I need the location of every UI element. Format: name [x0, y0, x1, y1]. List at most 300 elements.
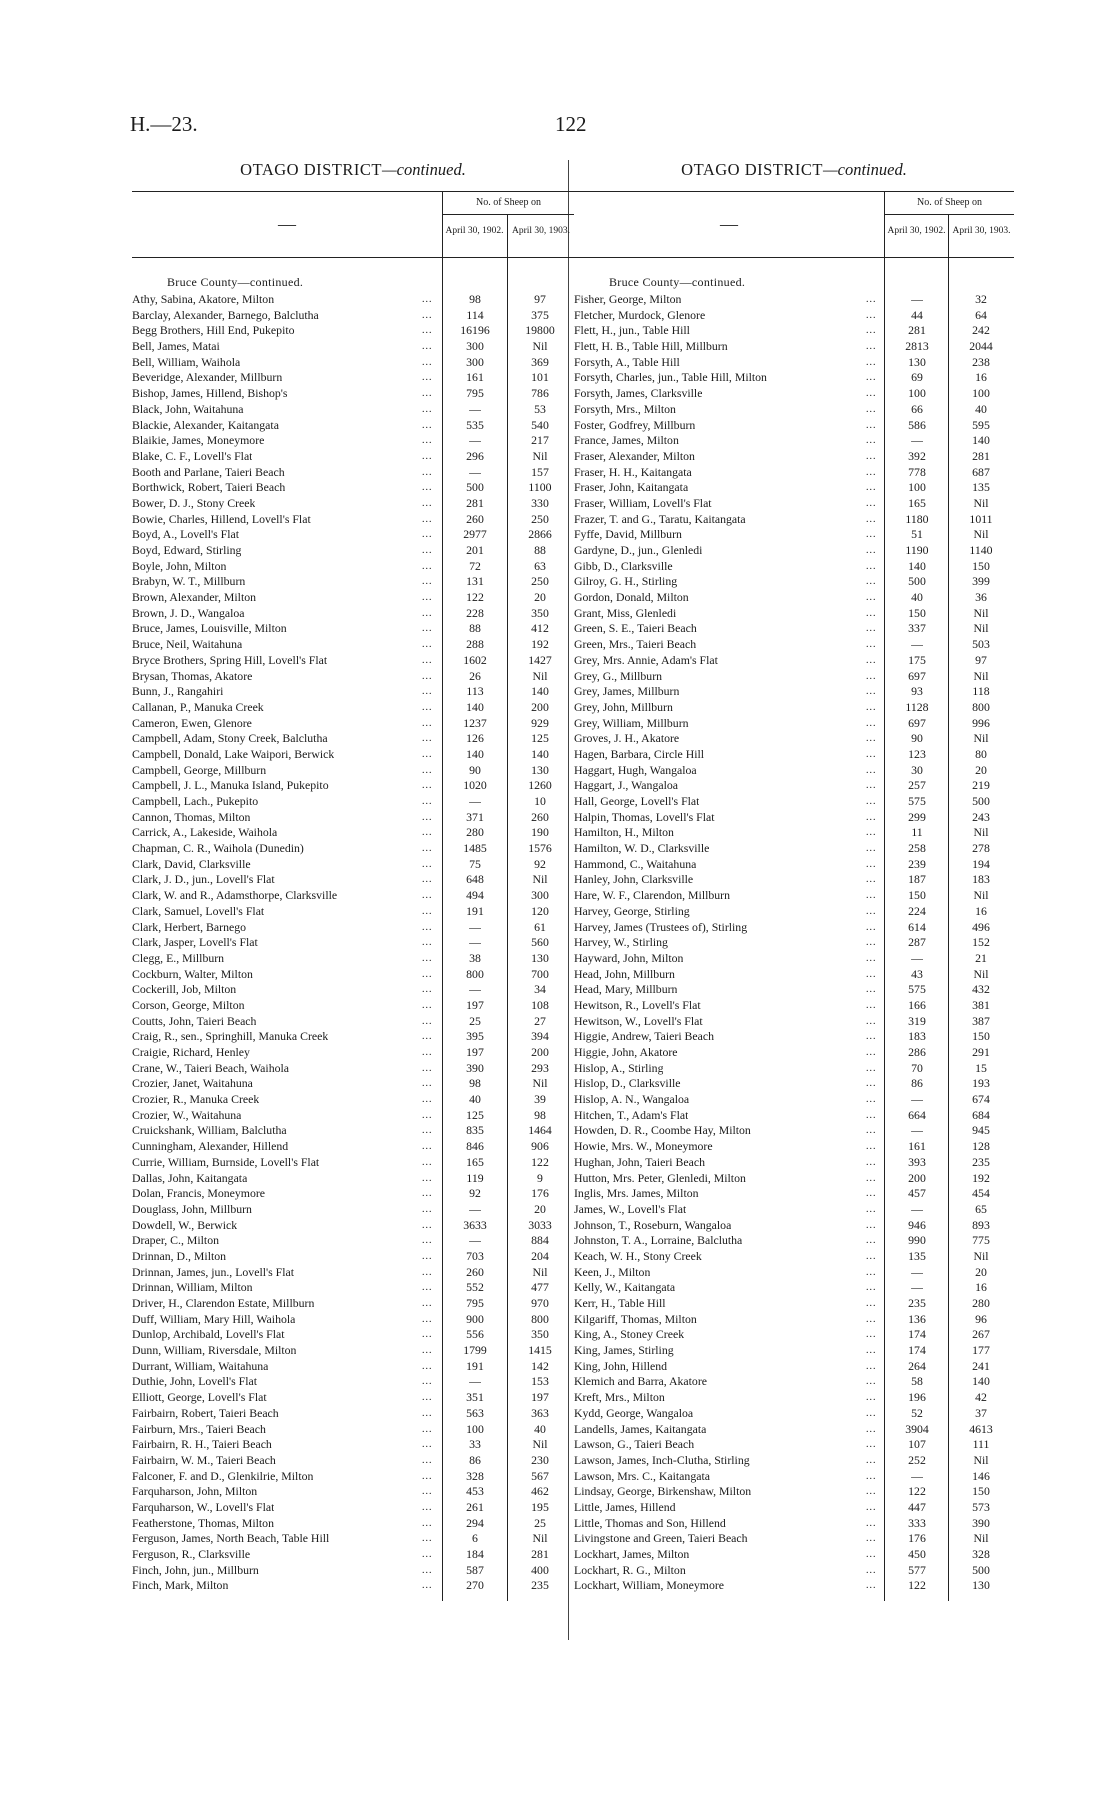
holder-name: Drinnan, William, Milton	[132, 1280, 253, 1295]
holder-name: Hewitson, R., Lovell's Flat	[574, 997, 701, 1012]
leader-dots: ...	[866, 1439, 877, 1451]
leader-dots: ...	[866, 937, 877, 949]
holder-name: King, A., Stoney Creek	[574, 1327, 685, 1342]
leader-dots: ...	[866, 1235, 877, 1247]
sheep-1903: 1260	[528, 778, 552, 793]
sheep-1902: 175	[908, 652, 926, 667]
holder-name: Hagen, Barbara, Circle Hill	[574, 746, 705, 761]
leader-dots: ...	[866, 701, 877, 713]
sheep-1902: 38	[469, 950, 481, 965]
leader-dots: ...	[422, 780, 433, 792]
leader-dots: ...	[422, 1219, 433, 1231]
sheep-1902: 16196	[460, 323, 490, 338]
sheep-1903: 101	[531, 370, 549, 385]
sheep-1903: 280	[972, 1296, 990, 1310]
column-rule	[884, 256, 885, 1601]
leader-dots: ...	[866, 1047, 877, 1058]
holder-name: Crozier, R., Manuka Creek	[132, 1092, 260, 1107]
sheep-1902: 33	[469, 1437, 481, 1452]
holder-name: Livingstone and Green, Taieri Beach	[574, 1531, 748, 1546]
leader-dots: ...	[422, 294, 433, 305]
holder-name: Cunningham, Alexander, Hillend	[132, 1139, 289, 1154]
leader-dots: ...	[866, 1486, 877, 1498]
sheep-1903: 150	[972, 558, 990, 573]
holder-name: Johnson, T., Roseburn, Wangaloa	[574, 1217, 732, 1232]
holder-name: Halpin, Thomas, Lovell's Flat	[574, 809, 715, 824]
holder-name: Campbell, Donald, Lake Waipori, Berwick	[132, 746, 335, 761]
holder-name: Bunn, J., Rangahiri	[132, 684, 224, 699]
sheep-1903: 192	[531, 637, 549, 652]
leader-dots: ...	[422, 1141, 433, 1153]
sheep-1903: 387	[972, 1013, 990, 1028]
sheep-1902: 125	[466, 1107, 484, 1122]
sheep-1903: 375	[531, 307, 549, 322]
holder-name: Elliott, George, Lovell's Flat	[132, 1390, 267, 1405]
sheep-1902: 69	[911, 370, 923, 385]
leader-dots: ...	[422, 1062, 433, 1074]
holder-name: Lockhart, William, Moneymore	[574, 1578, 725, 1593]
sheep-1902: 86	[469, 1452, 481, 1467]
leader-dots: ...	[866, 403, 877, 415]
sheep-1903: 10	[534, 794, 546, 808]
leader-dots: ...	[422, 466, 433, 478]
leader-dots: ...	[866, 811, 877, 823]
left-column-title	[132, 160, 574, 180]
leader-dots: ...	[866, 388, 877, 400]
leader-dots: ...	[866, 1172, 877, 1184]
holder-name: Head, John, Millburn	[574, 966, 675, 981]
leader-dots: ...	[422, 717, 433, 729]
sheep-1902: 575	[908, 982, 926, 997]
sheep-1902: 98	[469, 1076, 481, 1091]
sheep-1903: 40	[975, 401, 987, 416]
holder-name: Corson, George, Milton	[132, 997, 245, 1012]
sheep-1902: —	[469, 935, 481, 950]
holder-name: Barclay, Alexander, Barnego, Balclutha	[132, 307, 319, 322]
leader-dots: ...	[422, 529, 433, 541]
holder-name: Drinnan, D., Milton	[132, 1248, 227, 1263]
holder-name: Hislop, A., Stirling	[574, 1060, 664, 1075]
holder-name: Boyd, Edward, Stirling	[132, 543, 242, 557]
sheep-1903: Nil	[973, 621, 989, 636]
leader-dots: ...	[866, 1062, 877, 1074]
title-main: OTAGO DISTRICT	[681, 160, 823, 179]
sheep-1902: 26	[469, 668, 481, 683]
sheep-1902: 371	[466, 809, 484, 824]
sheep-1903: Nil	[973, 888, 989, 903]
leader-dots: ...	[866, 1470, 877, 1482]
holder-name: Higgie, Andrew, Taieri Beach	[574, 1029, 715, 1044]
sheep-1903: 250	[531, 574, 549, 589]
sheep-1902: —	[911, 950, 923, 965]
sheep-1903: 250	[531, 511, 549, 526]
sheep-1902: 122	[908, 1578, 926, 1593]
sheep-1903: 37	[975, 1405, 987, 1420]
column-rule	[442, 256, 443, 1601]
sheep-1902: 447	[908, 1499, 926, 1514]
sheep-1903: 192	[972, 1170, 990, 1185]
sheep-1902: 191	[466, 903, 484, 918]
sheep-1903: 462	[531, 1484, 549, 1499]
leader-dots: ...	[422, 984, 433, 996]
holder-name: Fraser, William, Lovell's Flat	[574, 495, 712, 510]
sheep-1903: 16	[975, 903, 987, 918]
holder-name: Cockerill, Job, Milton	[132, 982, 237, 997]
holder-name: Campbell, George, Millburn	[132, 762, 267, 777]
holder-name: Inglis, Mrs. James, Milton	[574, 1186, 699, 1201]
sheep-1903: Nil	[532, 1264, 548, 1279]
sheep-1903: 153	[531, 1374, 549, 1389]
holder-name: Draper, C., Milton	[132, 1233, 220, 1248]
sheep-1902: 261	[466, 1499, 484, 1514]
sheep-1903: 80	[975, 746, 987, 761]
sheep-1902: 270	[466, 1578, 484, 1593]
leader-dots: ...	[422, 1376, 433, 1388]
sheep-1902: 319	[908, 1013, 926, 1028]
sheep-1902: 257	[908, 778, 926, 793]
sheep-1902: 176	[908, 1531, 926, 1546]
sheep-1903: 300	[531, 888, 549, 903]
holder-name: Black, John, Waitahuna	[132, 401, 244, 416]
sheep-1903: 786	[531, 386, 549, 401]
sheep-1902: —	[469, 433, 481, 448]
sheep-1903: 496	[972, 919, 990, 934]
sheep-1902: 300	[466, 339, 484, 354]
leader-dots: ...	[422, 356, 433, 368]
sheep-1902: 197	[466, 997, 484, 1012]
leader-dots: ...	[422, 1298, 433, 1309]
leader-dots: ...	[866, 341, 877, 353]
sheep-1902: 614	[908, 919, 926, 934]
sheep-1903: 996	[972, 715, 990, 730]
sheep-1902: 778	[908, 464, 926, 479]
holder-name: Borthwick, Robert, Taieri Beach	[132, 480, 286, 495]
right-column-title	[574, 160, 1014, 180]
leader-dots: ...	[422, 388, 433, 400]
sheep-1903: 1140	[969, 543, 993, 557]
holder-name: Grey, William, Millburn	[574, 715, 689, 730]
leader-dots: ...	[866, 1109, 877, 1121]
holder-name: Finch, John, jun., Millburn	[132, 1562, 259, 1577]
sheep-1903: 122	[531, 1154, 549, 1169]
holder-name: Forsyth, Mrs., Milton	[574, 401, 676, 416]
leader-dots: ...	[422, 733, 433, 745]
holder-name: Campbell, J. L., Manuka Island, Pukepito	[132, 778, 329, 793]
sheep-1902: 161	[466, 370, 484, 385]
holder-name: King, John, Hillend	[574, 1358, 668, 1373]
leader-dots: ...	[866, 1345, 877, 1357]
sheep-1903: 36	[975, 590, 987, 605]
leader-dots: ...	[422, 341, 433, 353]
holder-name: King, James, Stirling	[574, 1343, 674, 1358]
holder-name: Crozier, W., Waitahuna	[132, 1107, 242, 1122]
holder-name: Fairburn, Mrs., Taieri Beach	[132, 1421, 266, 1436]
county-heading: Bruce County—continued.	[167, 275, 304, 289]
holder-name: Clark, J. D., jun., Lovell's Flat	[132, 872, 275, 887]
leader-dots: ...	[866, 529, 877, 541]
holder-name: Chapman, C. R., Waihola (Dunedin)	[132, 841, 304, 856]
sheep-1903: 1415	[528, 1343, 552, 1358]
sheep-1903: Nil	[973, 731, 989, 746]
sheep-1903: 400	[531, 1562, 549, 1577]
sheep-1902: —	[911, 637, 923, 652]
holder-name: Gibb, D., Clarksville	[574, 558, 673, 573]
holder-name: Hislop, A. N., Wangaloa	[574, 1092, 690, 1107]
sheep-1903: 98	[534, 1107, 546, 1122]
sheep-1903: 200	[531, 699, 549, 714]
sheep-1902: 337	[908, 621, 926, 636]
leader-dots: ...	[866, 1250, 877, 1262]
sheep-1903: 281	[972, 448, 990, 463]
sheep-1902: 2977	[463, 527, 487, 542]
sheep-1902: 126	[466, 731, 484, 746]
holder-name: Grey, James, Millburn	[574, 684, 680, 699]
leader-dots: ...	[866, 1282, 877, 1294]
sheep-1903: 140	[531, 746, 549, 761]
sheep-1902: 114	[466, 307, 484, 322]
sheep-1903: 108	[531, 997, 549, 1012]
header-date-1903: April 30, 1903.	[948, 214, 1014, 257]
sheep-1902: 846	[466, 1139, 484, 1154]
holder-name: Harvey, James (Trustees of), Stirling	[574, 919, 748, 934]
holder-name: Gardyne, D., jun., Glenledi	[574, 543, 703, 557]
holder-name: Hall, George, Lovell's Flat	[574, 794, 700, 808]
sheep-1902: 30	[911, 762, 923, 777]
leader-dots: ...	[422, 796, 433, 807]
leader-dots: ...	[866, 576, 877, 588]
sheep-1903: 16	[975, 1280, 987, 1295]
holder-name: Hare, W. F., Clarendon, Millburn	[574, 888, 731, 903]
leader-dots: ...	[422, 999, 433, 1011]
holder-name: Clegg, E., Millburn	[132, 950, 225, 965]
sheep-1902: 1020	[463, 778, 487, 793]
holder-name: Blackie, Alexander, Kaitangata	[132, 417, 279, 432]
holder-name: Frazer, T. and G., Taratu, Kaitangata	[574, 511, 746, 526]
leader-dots: ...	[866, 670, 877, 682]
sheep-1903: 369	[531, 354, 549, 369]
leader-dots: ...	[866, 309, 877, 321]
sheep-1902: 1602	[463, 652, 487, 667]
leader-dots: ...	[866, 968, 877, 980]
sheep-1903: 573	[972, 1499, 990, 1514]
sheep-1903: Nil	[973, 1452, 989, 1467]
leader-dots: ...	[866, 952, 877, 964]
leader-dots: ...	[422, 1454, 433, 1466]
sheep-1902: 351	[466, 1390, 484, 1405]
sheep-1902: 328	[466, 1468, 484, 1483]
sheep-1902: 136	[908, 1311, 926, 1326]
holder-name: Hayward, John, Milton	[574, 950, 684, 965]
sheep-1902: 835	[466, 1123, 484, 1138]
sheep-1903: Nil	[973, 527, 989, 542]
leader-dots: ...	[422, 858, 433, 870]
leader-dots: ...	[422, 1549, 433, 1560]
sheep-1903: 230	[531, 1452, 549, 1467]
sheep-1903: 235	[972, 1154, 990, 1169]
leader-dots: ...	[422, 545, 433, 556]
holder-name: France, James, Milton	[574, 433, 679, 448]
sheep-1903: 330	[531, 495, 549, 510]
holder-name: Kelly, W., Kaitangata	[574, 1280, 676, 1295]
sheep-1903: 906	[531, 1139, 549, 1154]
sheep-1903: 193	[972, 1076, 990, 1091]
sheep-1902: 100	[466, 1421, 484, 1436]
sheep-1903: 32	[975, 292, 987, 306]
holder-name: Douglass, John, Millburn	[132, 1201, 252, 1216]
holder-name: Cannon, Thomas, Milton	[132, 809, 251, 824]
sheep-1902: 1799	[463, 1343, 487, 1358]
sheep-1902: —	[911, 1280, 923, 1295]
leader-dots: ...	[422, 1517, 433, 1529]
sheep-1903: 800	[972, 699, 990, 714]
sheep-1902: 1128	[905, 699, 929, 714]
leader-dots: ...	[422, 450, 433, 462]
sheep-1902: 140	[466, 746, 484, 761]
holder-name: Duthie, John, Lovell's Flat	[132, 1374, 258, 1389]
sheep-1902: 52	[911, 1405, 923, 1420]
leader-dots: ...	[422, 921, 433, 933]
holder-name: Grey, Mrs. Annie, Adam's Flat	[574, 652, 718, 667]
sheep-1902: 58	[911, 1374, 923, 1389]
table-header	[132, 191, 574, 258]
sheep-1902: 296	[466, 448, 484, 463]
sheep-1902: 795	[466, 386, 484, 401]
sheep-1902: 228	[466, 605, 484, 620]
sheep-1902: 294	[466, 1515, 484, 1530]
sheep-1903: Nil	[973, 966, 989, 981]
sheep-1902: 197	[466, 1045, 484, 1059]
leader-dots: ...	[422, 1439, 433, 1451]
sheep-1903: 20	[534, 1201, 546, 1216]
leader-dots: ...	[422, 1392, 433, 1404]
holder-name: Farquharson, John, Milton	[132, 1484, 258, 1499]
sheep-1902: 535	[466, 417, 484, 432]
sheep-1903: 194	[972, 856, 990, 871]
sheep-1902: 93	[911, 684, 923, 699]
sheep-1902: —	[911, 1264, 923, 1279]
holder-name: Hamilton, H., Milton	[574, 825, 674, 840]
holder-name: Begg Brothers, Hill End, Pukepito	[132, 323, 295, 338]
sheep-1902: 187	[908, 872, 926, 887]
sheep-1903: 97	[534, 292, 546, 306]
holder-name: Hamilton, W. D., Clarksville	[574, 841, 710, 856]
holder-name: Bell, James, Matai	[132, 339, 220, 354]
sheep-1902: 51	[911, 527, 923, 542]
sheep-1902: 140	[466, 699, 484, 714]
leader-dots: ...	[866, 780, 877, 792]
leader-dots: ...	[422, 1172, 433, 1184]
sheep-1902: —	[469, 401, 481, 416]
sheep-1902: 6	[472, 1531, 478, 1546]
sheep-1902: 3904	[905, 1421, 929, 1436]
leader-dots: ...	[866, 1329, 877, 1341]
leader-dots: ...	[422, 1313, 433, 1325]
holder-name: Drinnan, James, jun., Lovell's Flat	[132, 1264, 295, 1279]
leader-dots: ...	[866, 466, 877, 478]
holder-name: Bryce Brothers, Spring Hill, Lovell's Flat	[132, 652, 328, 667]
leader-dots: ...	[866, 1454, 877, 1466]
leader-dots: ...	[422, 670, 433, 682]
holder-name: Forsyth, A., Table Hill	[574, 354, 680, 369]
sheep-1902: —	[469, 1374, 481, 1389]
sheep-1902: 122	[466, 590, 484, 605]
holder-name: Bruce, Neil, Waitahuna	[132, 637, 243, 652]
leader-dots: ...	[866, 607, 877, 619]
sheep-1902: 183	[908, 1029, 926, 1044]
leader-dots: ...	[422, 1015, 433, 1027]
leader-dots: ...	[422, 874, 433, 886]
sheep-1902: 587	[466, 1562, 484, 1577]
sheep-1903: 27	[534, 1013, 546, 1028]
leader-dots: ...	[866, 1125, 877, 1137]
sheep-1903: 432	[972, 982, 990, 997]
sheep-1902: 90	[911, 731, 923, 746]
holder-name: Keen, J., Milton	[574, 1264, 651, 1279]
sheep-1903: 100	[972, 386, 990, 401]
holder-name: Grey, John, Millburn	[574, 699, 673, 714]
holder-name: Hutton, Mrs. Peter, Glenledi, Milton	[574, 1170, 746, 1185]
sheep-1902: 648	[466, 872, 484, 887]
sheep-1903: 500	[972, 1562, 990, 1577]
leader-dots: ...	[866, 560, 877, 572]
sheep-1903: 176	[531, 1186, 549, 1201]
holder-name: Dowdell, W., Berwick	[132, 1217, 238, 1232]
leader-dots: ...	[422, 482, 433, 494]
sheep-1903: 800	[531, 1311, 549, 1326]
leader-dots: ...	[422, 968, 433, 980]
sheep-1902: 44	[911, 307, 923, 322]
holder-name: Flett, H. B., Table Hill, Millburn	[574, 339, 728, 354]
sheep-1903: 1427	[528, 652, 552, 667]
sheep-1902: 122	[908, 1484, 926, 1499]
sheep-1903: 130	[531, 762, 549, 777]
holder-name: Carrick, A., Lakeside, Waihola	[132, 825, 278, 840]
sheep-1902: —	[469, 919, 481, 934]
sheep-1903: 190	[531, 825, 549, 840]
sheep-1903: 2044	[969, 339, 993, 354]
sheep-1903: 125	[531, 731, 549, 746]
holder-name: Ferguson, R., Clarksville	[132, 1547, 251, 1561]
sheep-1903: 150	[972, 1029, 990, 1044]
sheep-1902: 795	[466, 1296, 484, 1310]
sheep-1902: 280	[466, 825, 484, 840]
sheep-1903: 64	[975, 307, 987, 322]
sheep-1902: 453	[466, 1484, 484, 1499]
leader-dots: ...	[866, 1549, 877, 1560]
sheep-1903: 595	[972, 417, 990, 432]
holder-name: Brabyn, W. T., Millburn	[132, 574, 246, 589]
holder-name: Fairbairn, R. H., Taieri Beach	[132, 1437, 272, 1452]
sheep-1903: 235	[531, 1578, 549, 1593]
sheep-1902: 252	[908, 1452, 926, 1467]
holder-name: Campbell, Lach., Pukepito	[132, 794, 259, 808]
sheep-1902: 174	[908, 1327, 926, 1342]
holder-name: Fraser, H. H., Kaitangata	[574, 464, 692, 479]
holder-name: Clark, David, Clarksville	[132, 856, 251, 871]
sheep-1902: 286	[908, 1045, 926, 1059]
holder-name: Fraser, John, Kaitangata	[574, 480, 689, 495]
sheep-1903: 150	[972, 1484, 990, 1499]
leader-dots: ...	[866, 654, 877, 666]
leader-dots: ...	[866, 843, 877, 855]
sheep-1902: —	[469, 794, 481, 808]
leader-dots: ...	[422, 623, 433, 635]
leader-dots: ...	[422, 1266, 433, 1278]
leader-dots: ...	[422, 1250, 433, 1262]
leader-dots: ...	[866, 1266, 877, 1278]
sheep-1903: 390	[972, 1515, 990, 1530]
sheep-1903: 500	[972, 794, 990, 808]
